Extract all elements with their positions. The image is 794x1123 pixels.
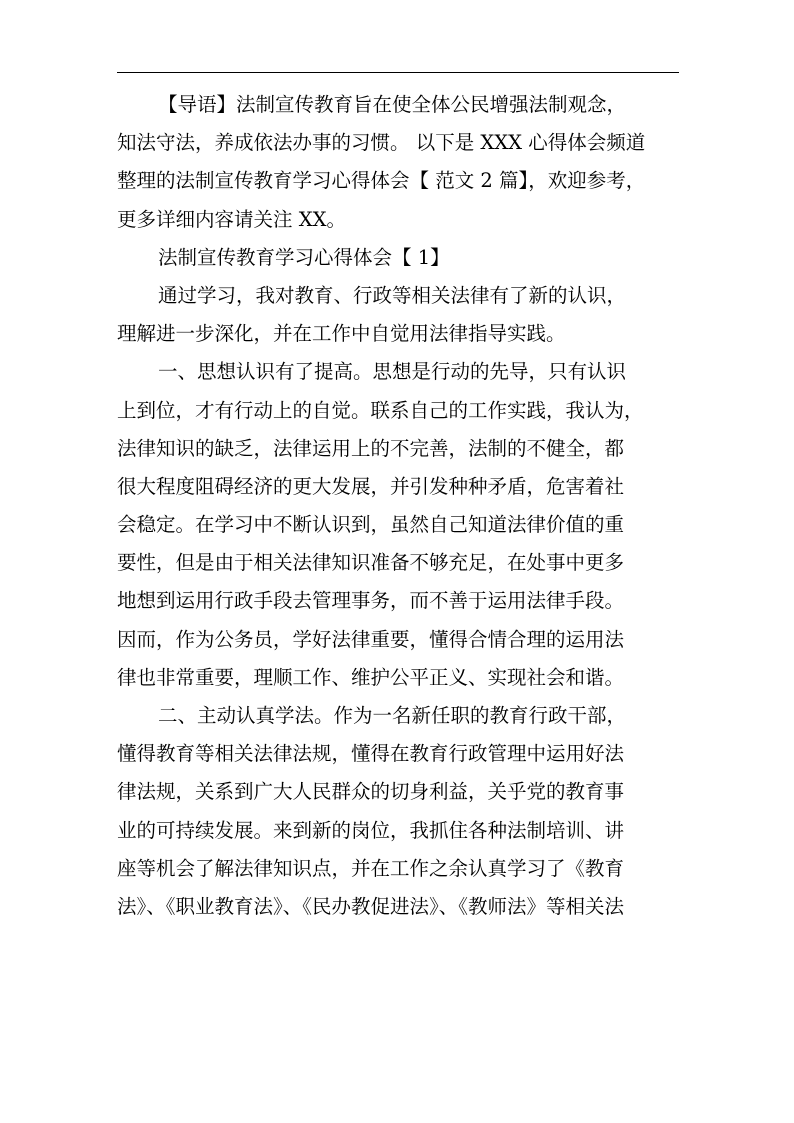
paragraph-3-line-5: 座等机会了解法律知识点，并在工作之余认真学习了《教育	[117, 856, 625, 880]
intro-line-4: 更多详细内容请关注 XX。	[117, 207, 346, 231]
paragraph-3-line-6: 法》、《职业教育法》、《民办教促进法》、《教师法》等相关法	[117, 894, 625, 918]
paragraph-2-line-6: 要性，但是由于相关法律知识准备不够充足，在处事中更多	[117, 551, 625, 575]
paragraph-2-line-2: 上到位，才有行动上的自觉。联系自己的工作实践，我认为，	[117, 398, 644, 422]
section-title: 法制宣传教育学习心得体会【 1】	[158, 245, 450, 269]
paragraph-1-line-1: 通过学习，我对教育、行政等相关法律有了新的认识，	[158, 283, 627, 307]
paragraph-2-line-1: 一、思想认识有了提高。思想是行动的先导，只有认识	[158, 360, 627, 384]
paragraph-2-line-5: 会稳定。在学习中不断认识到，虽然自己知道法律价值的重	[117, 513, 625, 537]
paragraph-2-line-9: 律也非常重要，理顺工作、维护公平正义、实现社会和谐。	[117, 665, 625, 689]
intro-line-1: 【导语】法制宣传教育旨在使全体公民增强法制观念，	[158, 93, 627, 116]
document-body	[117, 86, 679, 926]
paragraph-2-line-7: 地想到运用行政手段去管理事务，而不善于运用法律手段。	[117, 589, 625, 613]
intro-line-3: 整理的法制宣传教育学习心得体会【 范文 2 篇】，欢迎参考，	[117, 169, 646, 193]
paragraph-3-line-2: 懂得教育等相关法律法规，懂得在教育行政管理中运用好法	[117, 742, 625, 766]
paragraph-3-line-4: 业的可持续发展。来到新的岗位，我抓住各种法制培训、讲	[117, 818, 625, 842]
paragraph-3-line-3: 律法规，关系到广大人民群众的切身利益，关乎党的教育事	[117, 780, 625, 804]
paragraph-1-line-2: 理解进一步深化，并在工作中自觉用法律指导实践。	[117, 322, 566, 346]
intro-line-2: 知法守法，养成依法办事的习惯。 以下是 XXX 心得体会频道	[117, 131, 646, 155]
header-rule	[117, 72, 679, 73]
paragraph-2-line-3: 法律知识的缺乏，法律运用上的不完善，法制的不健全，都	[117, 436, 625, 460]
paragraph-2-line-8: 因而，作为公务员，学好法律重要，懂得合情合理的运用法	[117, 627, 625, 651]
paragraph-2-line-4: 很大程度阻碍经济的更大发展，并引发种种矛盾，危害着社	[117, 474, 625, 498]
paragraph-3-line-1: 二、主动认真学法。作为一名新任职的教育行政干部，	[158, 704, 627, 727]
